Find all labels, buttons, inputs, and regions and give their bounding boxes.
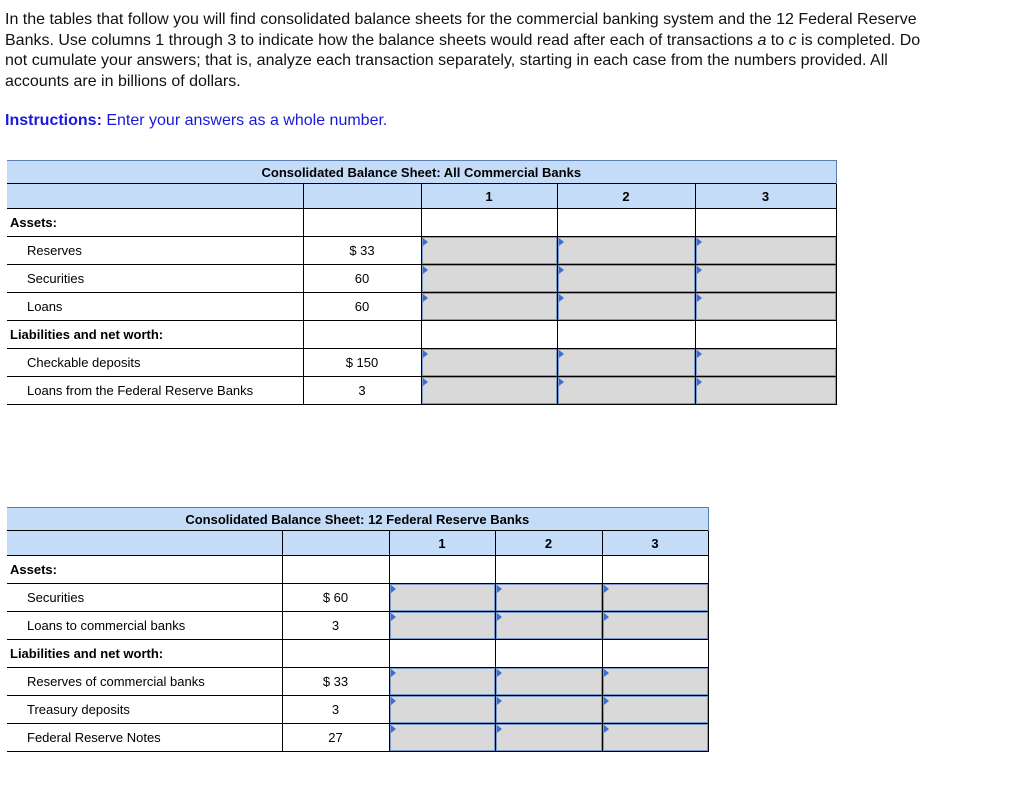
- input-fed-securities-col3[interactable]: [603, 584, 708, 611]
- table-row: [7, 237, 836, 265]
- row-label-securities: Securities: [7, 584, 282, 612]
- input-fed-notes-col3[interactable]: [603, 724, 708, 751]
- input-reserves-col3[interactable]: [696, 237, 836, 264]
- input-fed-reserves-col1[interactable]: [390, 668, 495, 695]
- value-reserves: $ 33: [303, 237, 421, 265]
- value-securities: 60: [303, 265, 421, 293]
- table-row: [7, 640, 708, 668]
- input-securities-col1[interactable]: [422, 265, 557, 292]
- intro-line-2: Banks. Use columns 1 through 3 to indicate how the balance sheets would read after each of transactions a to c is completed. Do: [5, 31, 921, 49]
- value-treasury-deposits: 3: [282, 696, 389, 724]
- section-label-liabilities: Liabilities and net worth:: [7, 321, 303, 349]
- input-loans-col1[interactable]: [422, 293, 557, 320]
- input-fed-notes-col2[interactable]: [496, 724, 602, 751]
- var-c: c: [788, 31, 797, 49]
- federal-table-title: Consolidated Balance Sheet: 12 Federal Reserve Banks: [7, 508, 708, 531]
- table-row: [7, 696, 708, 724]
- problem-statement: [5, 10, 1000, 92]
- federal-reserve-table: [7, 507, 709, 752]
- row-label-treasury-deposits: Treasury deposits: [7, 696, 282, 724]
- value-bank-reserves: $ 33: [282, 668, 389, 696]
- input-fed-treasury-col1[interactable]: [390, 696, 495, 723]
- table-row: [7, 349, 836, 377]
- value-fed-loans: 3: [303, 377, 421, 405]
- column-header-1: 1: [389, 531, 495, 556]
- input-fed-reserves-col2[interactable]: [496, 668, 602, 695]
- table-row: [7, 209, 836, 237]
- table-row: [7, 556, 708, 584]
- var-a: a: [757, 31, 767, 49]
- input-fedloans-col1[interactable]: [422, 377, 557, 404]
- table-row: [7, 265, 836, 293]
- instructions: [5, 112, 387, 130]
- column-header-2: 2: [495, 531, 602, 556]
- commercial-table-title: Consolidated Balance Sheet: All Commercial Banks: [7, 161, 836, 184]
- table-row: [7, 293, 836, 321]
- input-fedloans-col2[interactable]: [558, 377, 695, 404]
- input-fed-loans-col3[interactable]: [603, 612, 708, 639]
- input-fed-loans-col2[interactable]: [496, 612, 602, 639]
- table-row: [7, 724, 708, 752]
- section-label-assets: Assets:: [7, 556, 282, 584]
- table-row: [7, 377, 836, 405]
- row-label-securities: Securities: [7, 265, 303, 293]
- instructions-label: Instructions:: [5, 112, 102, 129]
- section-label-assets: Assets:: [7, 209, 303, 237]
- row-label-reserves: Reserves: [7, 237, 303, 265]
- column-header-1: 1: [421, 184, 557, 209]
- input-fed-treasury-col3[interactable]: [603, 696, 708, 723]
- column-header-3: 3: [602, 531, 708, 556]
- input-reserves-col1[interactable]: [422, 237, 557, 264]
- table-row: [7, 668, 708, 696]
- input-fedloans-col3[interactable]: [696, 377, 836, 404]
- input-fed-securities-col1[interactable]: [390, 584, 495, 611]
- column-header-3: 3: [695, 184, 836, 209]
- intro-line-1: In the tables that follow you will find consolidated balance sheets for the commercial banking system and the 12 Federal Reserve: [5, 11, 917, 28]
- column-header-2: 2: [557, 184, 695, 209]
- input-fed-loans-col1[interactable]: [390, 612, 495, 639]
- input-checkable-col2[interactable]: [558, 349, 695, 376]
- input-securities-col3[interactable]: [696, 265, 836, 292]
- value-loans-to-banks: 3: [282, 612, 389, 640]
- table-row: [7, 584, 708, 612]
- input-fed-securities-col2[interactable]: [496, 584, 602, 611]
- input-reserves-col2[interactable]: [558, 237, 695, 264]
- row-label-checkable-deposits: Checkable deposits: [7, 349, 303, 377]
- table-row: [7, 612, 708, 640]
- row-label-bank-reserves: Reserves of commercial banks: [7, 668, 282, 696]
- input-fed-notes-col1[interactable]: [390, 724, 495, 751]
- row-label-fed-loans: Loans from the Federal Reserve Banks: [7, 377, 303, 405]
- row-label-loans: Loans: [7, 293, 303, 321]
- input-checkable-col3[interactable]: [696, 349, 836, 376]
- input-fed-treasury-col2[interactable]: [496, 696, 602, 723]
- commercial-banks-table: [7, 160, 837, 405]
- value-fed-notes: 27: [282, 724, 389, 752]
- row-label-loans-to-banks: Loans to commercial banks: [7, 612, 282, 640]
- section-label-liabilities: Liabilities and net worth:: [7, 640, 282, 668]
- input-checkable-col1[interactable]: [422, 349, 557, 376]
- instructions-text: Enter your answers as a whole number.: [101, 112, 388, 129]
- value-checkable-deposits: $ 150: [303, 349, 421, 377]
- input-loans-col2[interactable]: [558, 293, 695, 320]
- input-fed-reserves-col3[interactable]: [603, 668, 708, 695]
- intro-line-4: accounts are in billions of dollars.: [5, 72, 241, 90]
- input-loans-col3[interactable]: [696, 293, 836, 320]
- intro-line-3: not cumulate your answers; that is, analyze each transaction separately, starting in each case from the numbers provided. All: [5, 52, 888, 69]
- table-row: [7, 321, 836, 349]
- value-securities: $ 60: [282, 584, 389, 612]
- value-loans: 60: [303, 293, 421, 321]
- input-securities-col2[interactable]: [558, 265, 695, 292]
- row-label-fed-notes: Federal Reserve Notes: [7, 724, 282, 752]
